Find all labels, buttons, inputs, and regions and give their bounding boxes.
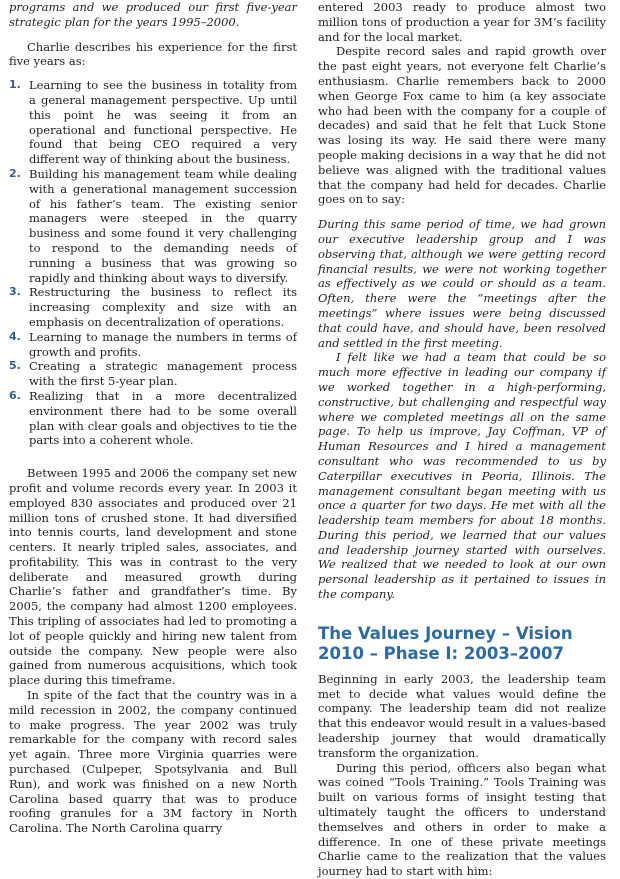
quote-paragraph-1: During this same period of time, we had grown our executive leadership group and I was observing that, although we were getting record financial results, we were not working together as effectively as we could or should as a team. Often, there were the “meetings after the meetings” where issues were being discussed that could have, and should have, been resolved and settled in the first meeting. <box>318 217 606 350</box>
charlie-intro-paragraph: Charlie describes his experience for the first five years as: <box>9 39 297 69</box>
beginning-paragraph: Beginning in early 2003, the leadership team met to decide what values would define the company. The leadership team did not realize that this endeavor would result in a values-based leadership journey that would dramatically transform the organization. <box>318 671 606 760</box>
section-heading: The Values Journey – Vision 2010 – Phase I: 2003–2007 <box>318 623 573 663</box>
tools-training-paragraph: During this period, officers also began what was coined “Tools Training.” Tools Training was built on various forms of insight testing that ultimately taught the officers to understand themselves and others in order to make a difference. In one of these private meetings Charlie came to the realization that the values journey had to start with him: <box>318 760 606 879</box>
list-item: 4. Learning to manage the numbers in terms of growth and profits. <box>9 329 297 359</box>
left-column <box>9 0 297 836</box>
intro-italic-text: programs and we produced our first five-year strategic plan for the years 1995–2000. <box>9 0 297 29</box>
list-item: 5. Creating a strategic management process with the first 5-year plan. <box>9 359 297 389</box>
list-item: 3. Restructuring the business to reflect its increasing complexity and size with an emphasis on decentralization of operations. <box>9 285 297 329</box>
continuation-paragraph: entered 2003 ready to produce almost two million tons of production a year for 3M’s facility and for the local market. <box>318 0 606 44</box>
list-item: 2. Building his management team while dealing with a generational management succession of his father’s team. The existing senior managers were steeped in the quarry business and some found it very challenging to respond to the demanding needs of running a business that was growing so rapidly and thinking about ways to diversify. <box>9 166 297 285</box>
despite-paragraph: Despite record sales and rapid growth over the past eight years, not everyone felt Charlie’s enthusiasm. Charlie remembers back to 2000 when George Fox came to him (a key associate who had been with the company for a couple of decades) and said that he felt that Luck Stone was losing its way. He said there were many people making decisions in a way that he did not believe was aligned with the traditional values that the company had held for decades. Charlie goes on to say: <box>318 44 606 207</box>
recession-paragraph: In spite of the fact that the country was in a mild recession in 2002, the company continued to make progress. The year 2002 was truly remarkable for the company with record sales yet again. Three more Virginia quarries were purchased (Culpeper, Spotsylvania and Bull Run), and work was finished on a new North Carolina based quarry that was to produce roofing granules for a 3M factory in North Carolina. The North Carolina quarry <box>9 688 297 836</box>
list-item: 6. Realizing that in a more decentralized environment there had to be some overall plan with clear goals and objectives to tie the parts into a coherent whole. <box>9 388 297 448</box>
experience-list <box>9 78 297 448</box>
quote-paragraph-2: I felt like we had a team that could be so much more effective in leading our company if we worked together in a high-performing, constructive, but challenging and respectful way where we completed meetings all on the same page. To help us improve, Jay Coffman, VP of Human Resources and I hired a management consultant who was recommended to us by Caterpillar executives in Peoria, Illinois. The management consultant began meeting with us once a quarter for two days. He met with all the leadership team members for about 18 months. During this period, we learned that our values and leadership journey started with ourselves. We realized that we needed to look at our own personal leadership as it pertained to issues in the company. <box>318 350 606 602</box>
right-column <box>318 0 606 879</box>
growth-paragraph: Between 1995 and 2006 the company set new profit and volume records every year. In 2003 it employed 830 associates and produced over 21 million tons of crushed stone. It had diversified into tennis courts, land development and stone centers. It nearly tripled sales, associates, and profitability. This was in contrast to the very deliberate and measured growth during Charlie’s father and grandfather’s time. By 2005, the company had almost 1200 employees. This tripling of associates had led to promoting a lot of people quickly and hiring new talent from outside the company. New people were also gained from numerous acquisitions, which took place during this timeframe. <box>9 466 297 688</box>
list-item: 1. Learning to see the business in totality from a general management perspective. Up until this point he was seeing it from an operational and functional perspective. He found that being CEO required a very different way of thinking about the business. <box>9 78 297 167</box>
